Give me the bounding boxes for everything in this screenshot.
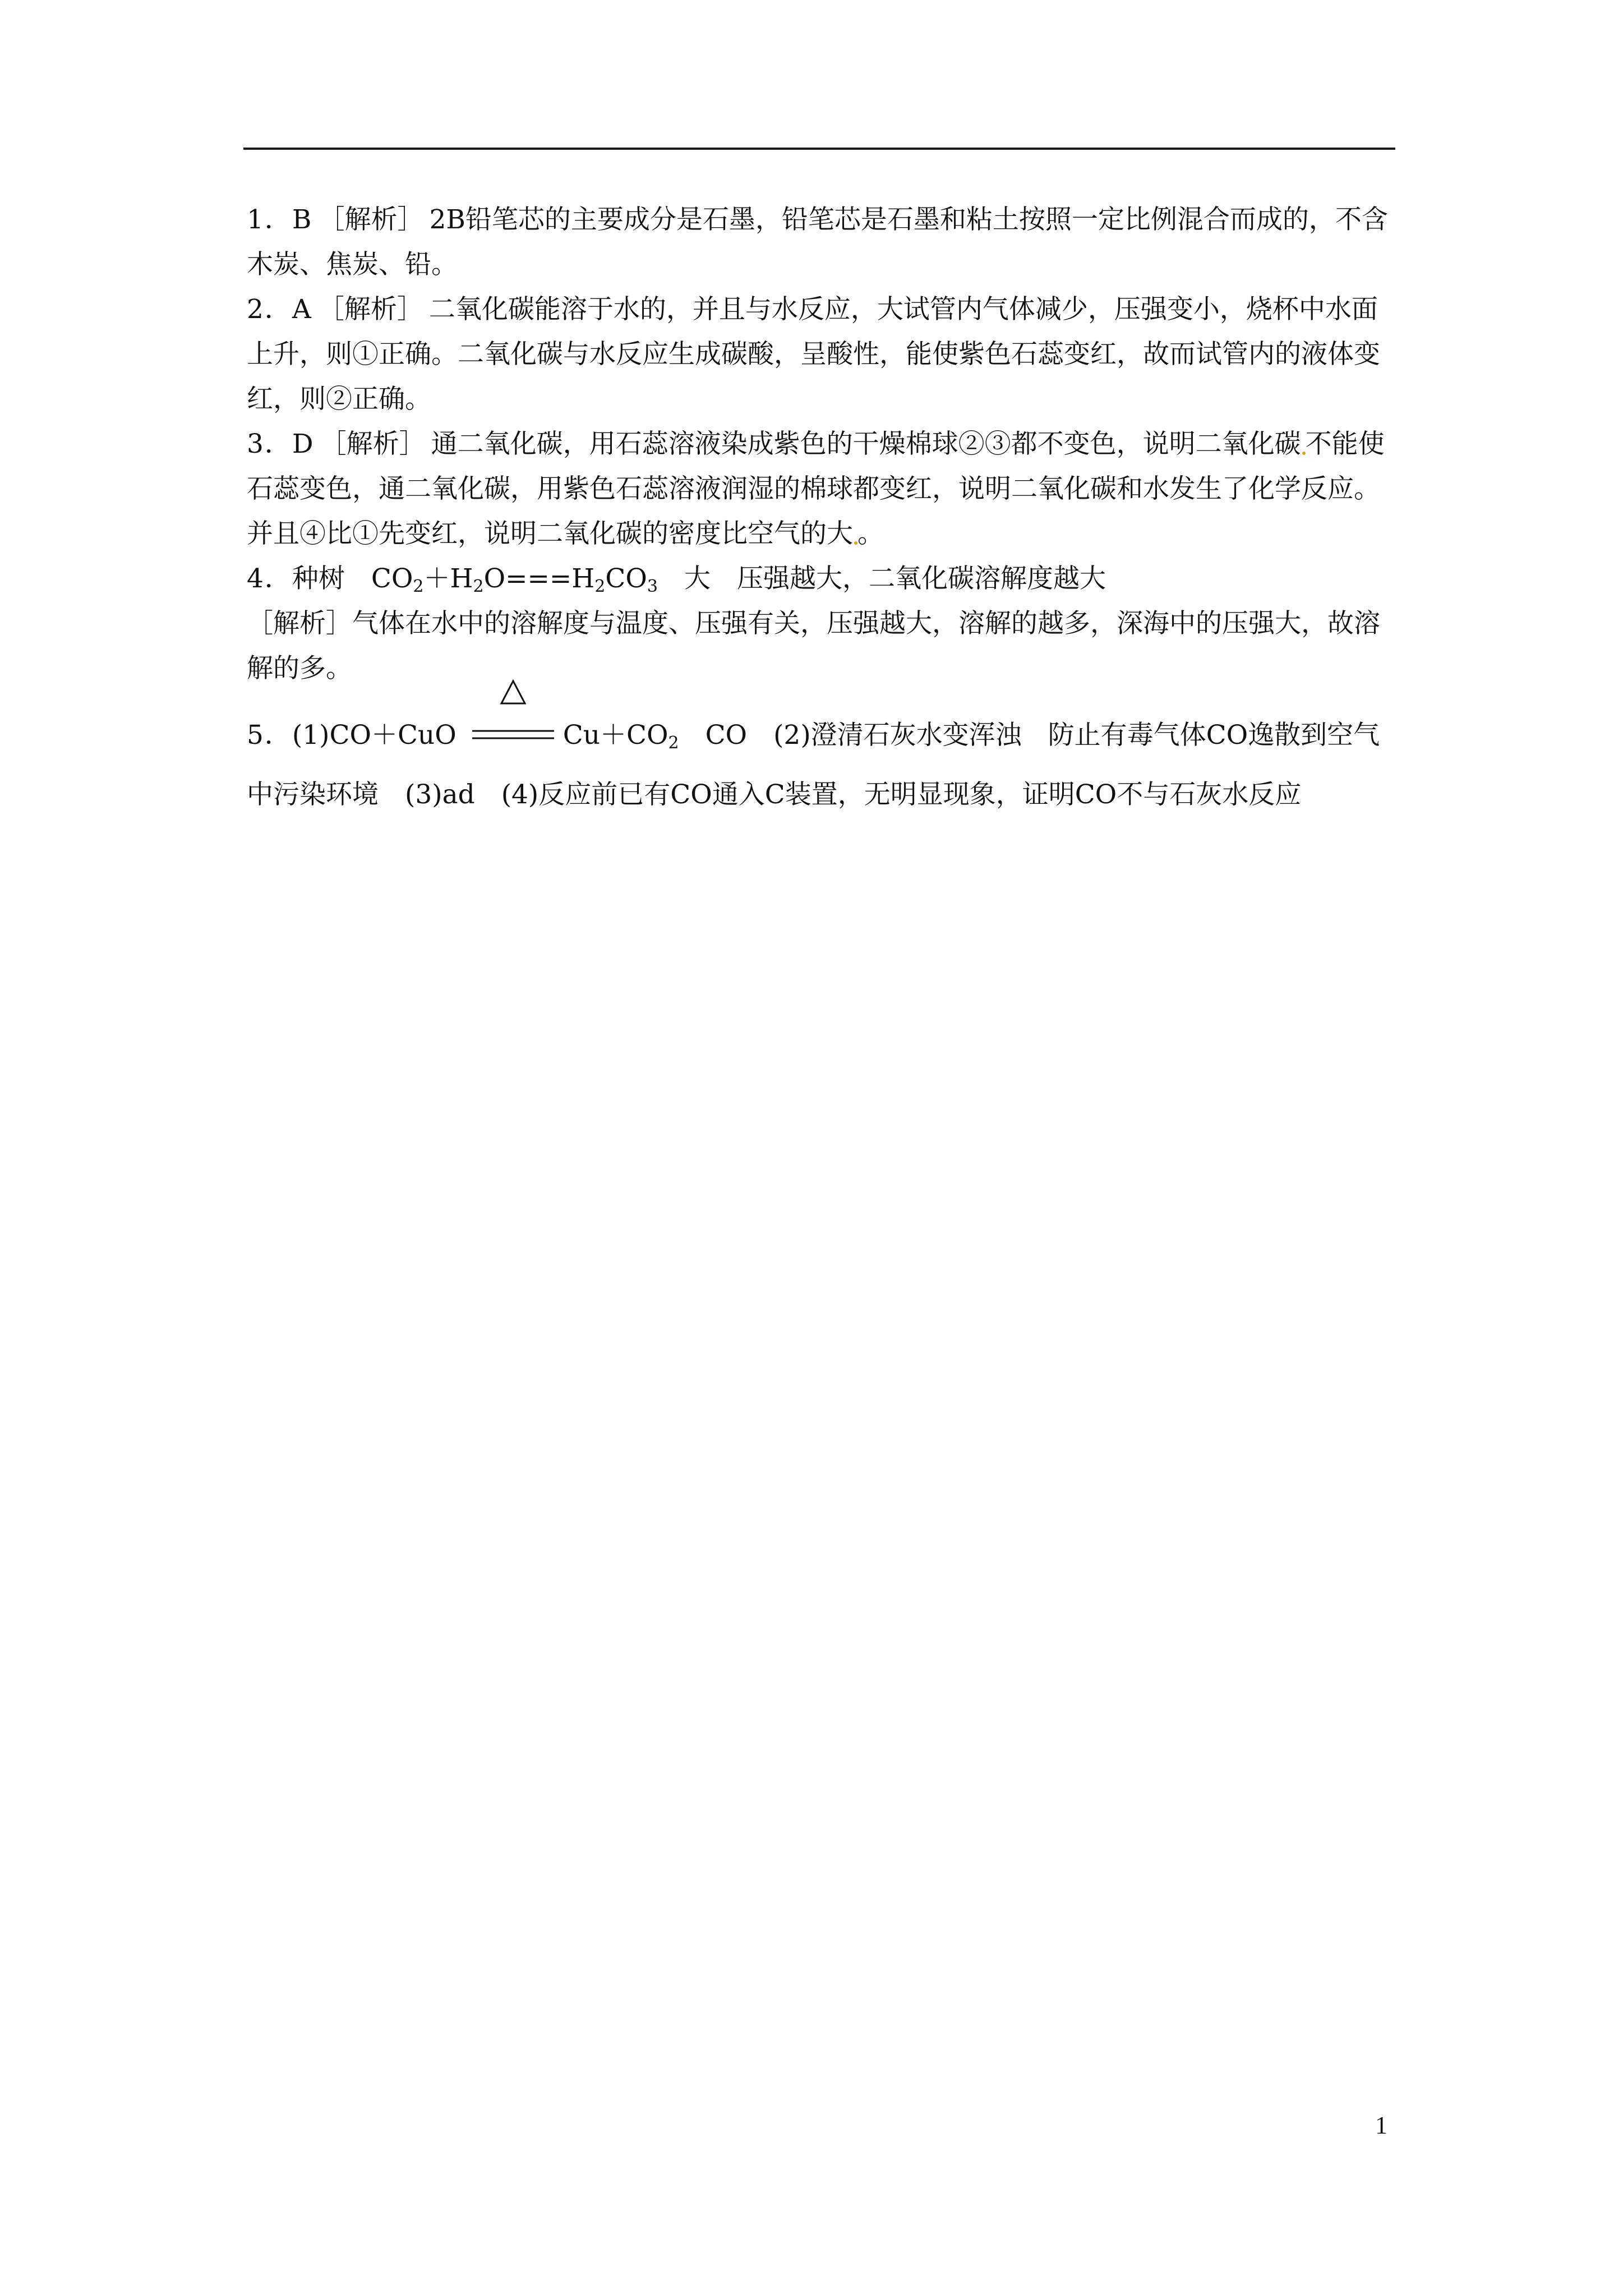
answer-part: CO [705, 720, 748, 751]
answer-part: Cu＋CO [562, 720, 668, 751]
answer-number: 3．D [247, 429, 315, 459]
answer-content [247, 197, 1396, 825]
page-number: 1 [1375, 2111, 1387, 2139]
answer-part: 种树 [292, 563, 345, 594]
answer-text: 通二氧化碳，用石蕊溶液染成紫色的干燥棉球②③都不变色，说明二氧化碳 [431, 429, 1301, 459]
analysis-tag: ［解析］ [317, 294, 423, 325]
answer-number: 2．A [247, 294, 312, 325]
header-rule [243, 148, 1395, 150]
delta-heat-icon [499, 679, 527, 707]
analysis-tag: ［解析］ [318, 204, 424, 235]
answer-number: 5． [247, 720, 292, 751]
answer-text: 气体在水中的溶解度与温度、压强有关，压强越大，溶解的越多，深海中的压强大，故溶解的多。 [247, 608, 1380, 684]
answer-number: 1．B [247, 204, 313, 235]
answer-part: (1)CO＋CuO [292, 720, 457, 751]
answer-text: 2B铅笔芯的主要成分是石墨，铅笔芯是石墨和粘土按照一定比例混合而成的，不含木炭、焦炭、铅。 [247, 204, 1388, 280]
answer-part: 大 [684, 563, 711, 594]
analysis-tag: ［解析］ [247, 608, 352, 639]
answer-5: 5．(1)CO＋CuO $Cu+CO_2$ CO (2)澄清石灰水变浑浊 防止有毒气体CO逸散到空气中污染环境 (3)ad (4)反应前已有CO通入C装置，无明显现象，证明CO不与石灰水反应 [247, 706, 1396, 825]
answer-part: (4)反应前已有CO通入C装置，无明显现象，证明CO不与石灰水反应 [501, 779, 1302, 810]
answer-part: (2)澄清石灰水变浑浊 防止有毒气体CO逸散到空气中污染环境 [247, 720, 1380, 810]
answer-text: 不能使石蕊变色，通二氧化碳，用紫色石蕊溶液润湿的棉球都变红，说明二氧化碳和水发生了化学反应。并且④比①先变红，说明二氧化碳的密度比空气的大 [247, 429, 1385, 549]
equals-bars-icon [471, 729, 555, 740]
answer-4-analysis [247, 601, 1396, 691]
answer-1 [247, 197, 1396, 287]
answer-part: 压强越大，二氧化碳溶解度越大 [736, 563, 1106, 594]
answer-text: 。 [857, 518, 884, 549]
answer-number: 4． [247, 563, 292, 594]
chemical-equation: $CO_2+H_2O===H_2CO_3$ [371, 563, 658, 596]
answer-3 [247, 422, 1396, 556]
answer-4 [247, 556, 1396, 601]
answer-part: (3)ad [405, 779, 475, 810]
answer-2 [247, 287, 1396, 422]
heating-equals-sign [471, 717, 555, 751]
answer-text: 二氧化碳能溶于水的，并且与水反应，大试管内气体减少，压强变小，烧杯中水面上升，则①正确。二氧化碳与水反应生成碳酸，呈酸性，能使紫色石蕊变红，故而试管内的液体变红，则②正确。 [247, 294, 1380, 415]
analysis-tag: ［解析］ [320, 429, 426, 459]
